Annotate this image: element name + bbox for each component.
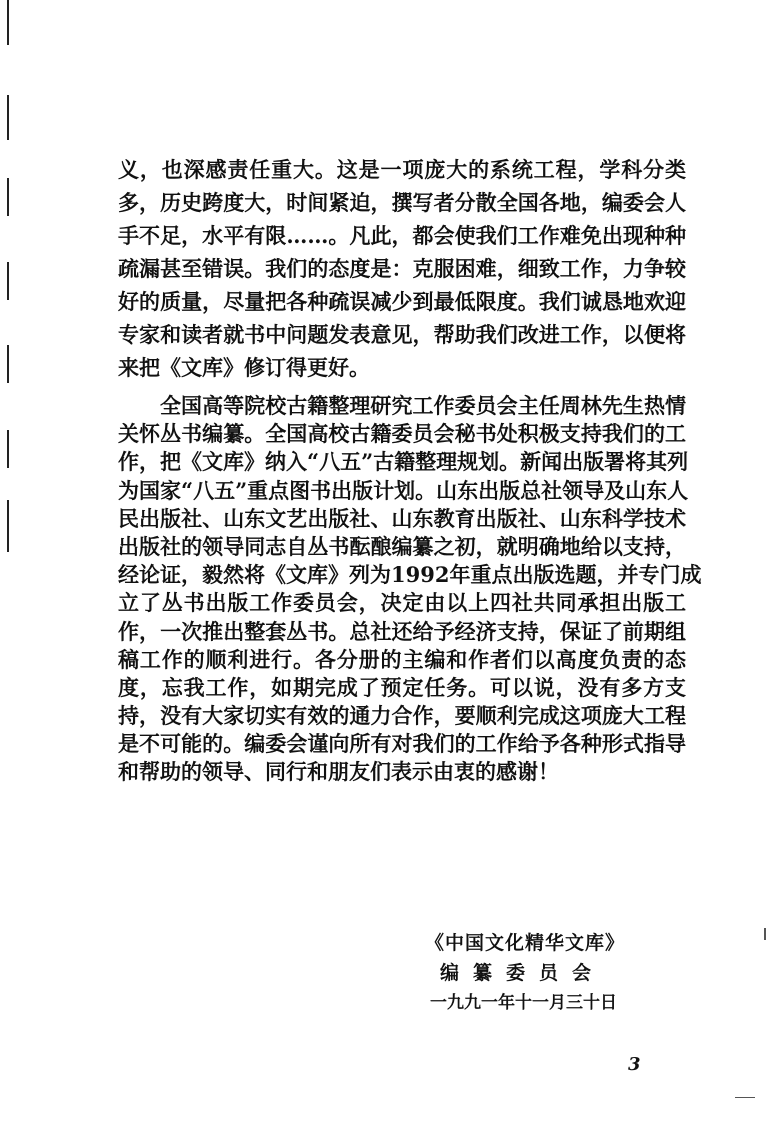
text-line: 和帮助的领导、同行和朋友们表示由衷的感谢！ [118, 759, 559, 785]
paragraph-1 [118, 153, 686, 384]
text-line: 为国家“八五”重点图书出版计划。山东出版总社领导及山东人 [118, 477, 689, 503]
signature-organization: 编纂委员会 [440, 962, 606, 984]
scan-speck [735, 1097, 755, 1098]
scan-margin-line [7, 178, 9, 216]
paragraph-2 [118, 392, 702, 787]
text-line: 手不足，水平有限……。凡此，都会使我们工作难免出现种种 [118, 223, 686, 248]
text-line: 作，把《文库》纳入“八五”古籍整理规划。新闻出版署将其列 [118, 449, 689, 475]
page-number: 3 [628, 1054, 641, 1075]
scan-margin-line [7, 262, 9, 300]
text-line: 全国高等院校古籍整理研究工作委员会主任周林先生热情 [160, 393, 686, 418]
text-line: 经论证，毅然将《文库》列为1992年重点出版选题，并专门成 [118, 562, 702, 588]
text-line: 出版社的领导同志自丛书酝酿编纂之初，就明确地给以支持， [118, 533, 686, 559]
text-line: 疏漏甚至错误。我们的态度是：克服困难，细致工作，力争较 [118, 256, 686, 281]
scan-margin-line [7, 500, 9, 552]
scan-speck [764, 928, 766, 940]
text-line: 立了丛书出版工作委员会，决定由以上四社共同承担出版工 [118, 590, 686, 616]
text-line: 是不可能的。编委会谨向所有对我们的工作给予各种形式指导 [118, 731, 686, 757]
signature-date: 一九九一年十一月三十日 [430, 993, 617, 1013]
text-line: 多，历史跨度大，时间紧迫，撰写者分散全国各地，编委会人 [118, 190, 686, 215]
text-line: 来把《文库》修订得更好。 [118, 355, 370, 380]
text-line: 专家和读者就书中问题发表意见，帮助我们改进工作，以便将 [118, 322, 686, 347]
text-line: 民出版社、山东文艺出版社、山东教育出版社、山东科学技术 [118, 505, 686, 531]
scan-margin-line [7, 345, 9, 383]
text-line: 作，一次推出整套丛书。总社还给予经济支持，保证了前期组 [118, 618, 686, 644]
scan-margin-line [7, 430, 9, 468]
scan-margin-line [7, 0, 9, 45]
text-line: 好的质量，尽量把各种疏误减少到最低限度。我们诚恳地欢迎 [118, 289, 686, 314]
text-line: 稿工作的顺利进行。各分册的主编和作者们以高度负责的态 [118, 646, 686, 672]
text-line: 关怀丛书编纂。全国高校古籍委员会秘书处积极支持我们的工 [118, 421, 686, 447]
text-line: 持，没有大家切实有效的通力合作，要顺利完成这项庞大工程 [118, 703, 686, 729]
scan-margin-line [7, 95, 9, 140]
text-line: 义，也深感责任重大。这是一项庞大的系统工程，学科分类 [118, 157, 686, 182]
text-line: 度，忘我工作，如期完成了预定任务。可以说，没有多方支 [118, 674, 686, 700]
signature-title: 《中国文化精华文库》 [425, 932, 626, 954]
